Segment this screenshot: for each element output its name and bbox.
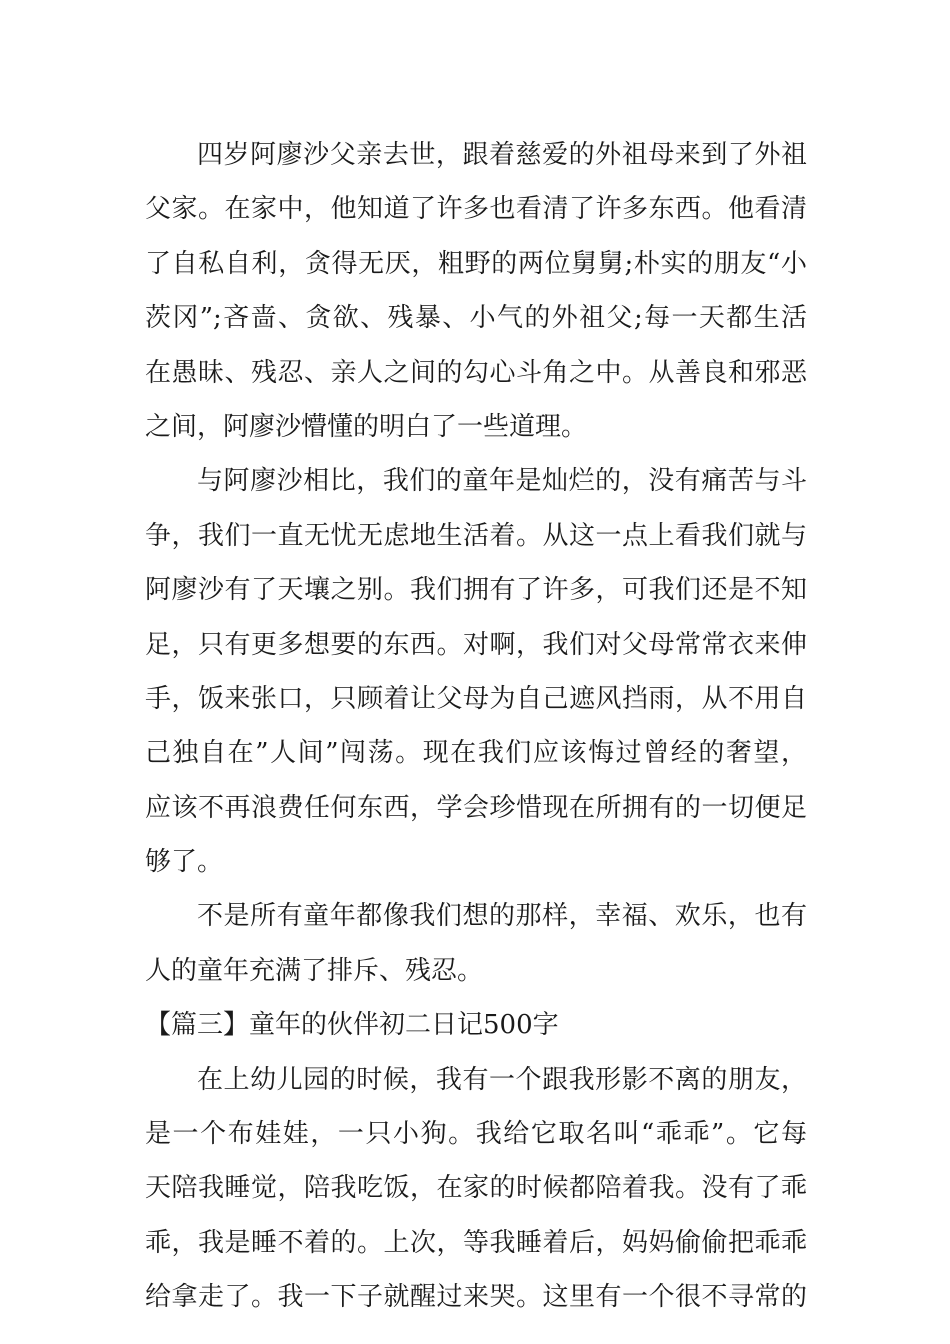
text-line: 四岁阿廖沙父亲去世，跟着慈爱的外祖母来到了外祖 [197, 140, 807, 170]
text-line: 人的童年充满了排斥、残忍。 [145, 955, 484, 986]
text-line: 在上幼儿园的时候，我有一个跟我形影不离的朋友， [197, 1064, 807, 1095]
text-line: 争，我们一直无忧无虑地生活着。从这一点上看我们就与 [145, 520, 807, 551]
text-line: 是一个布娃娃，一只小狗。我给它取名叫“乖乖”。它每 [145, 1119, 807, 1150]
text-line: 足，只有更多想要的东西。对啊，我们对父母常常衣来伸 [145, 629, 807, 660]
text-line: 不是所有童年都像我们想的那样，幸福、欢乐，也有 [197, 901, 807, 932]
text-line: 茨冈”;吝啬、贪欲、残暴、小气的外祖父;每一天都生活 [145, 303, 807, 334]
document-body [145, 128, 807, 1325]
text-line: 在愚昧、残忍、亲人之间的勾心斗角之中。从善良和邪恶 [145, 357, 807, 388]
paragraph-2 [145, 454, 807, 889]
section-heading: 【篇三】童年的伙伴初二日记500字 [145, 1010, 559, 1041]
text-line: 乖，我是睡不着的。上次，等我睡着后，妈妈偷偷把乖乖 [145, 1227, 807, 1258]
paragraph-4 [145, 1053, 807, 1325]
text-line: 手，饭来张口，只顾着让父母为自己遮风挡雨，从不用自 [145, 683, 807, 714]
text-line: 天陪我睡觉，陪我吃饭，在家的时候都陪着我。没有了乖 [145, 1173, 807, 1204]
text-line: 阿廖沙有了天壤之别。我们拥有了许多，可我们还是不知 [145, 575, 807, 606]
text-line: 与阿廖沙相比，我们的童年是灿烂的，没有痛苦与斗 [197, 466, 807, 497]
paragraph-3 [145, 889, 807, 998]
text-line: 之间，阿廖沙懵懂的明白了一些道理。 [145, 411, 588, 442]
text-line: 了自私自利，贪得无厌，粗野的两位舅舅;朴实的朋友“小 [145, 248, 807, 279]
paragraph-1 [145, 128, 807, 454]
text-line: 给拿走了。我一下子就醒过来哭。这里有一个很不寻常的 [145, 1282, 807, 1313]
text-line: 父家。在家中，他知道了许多也看清了许多东西。他看清 [145, 194, 807, 225]
text-line: 够了。 [145, 847, 224, 878]
text-line: 应该不再浪费任何东西，学会珍惜现在所拥有的一切便足 [145, 792, 807, 823]
text-line: 己独自在”人间”闯荡。现在我们应该悔过曾经的奢望， [145, 738, 807, 769]
